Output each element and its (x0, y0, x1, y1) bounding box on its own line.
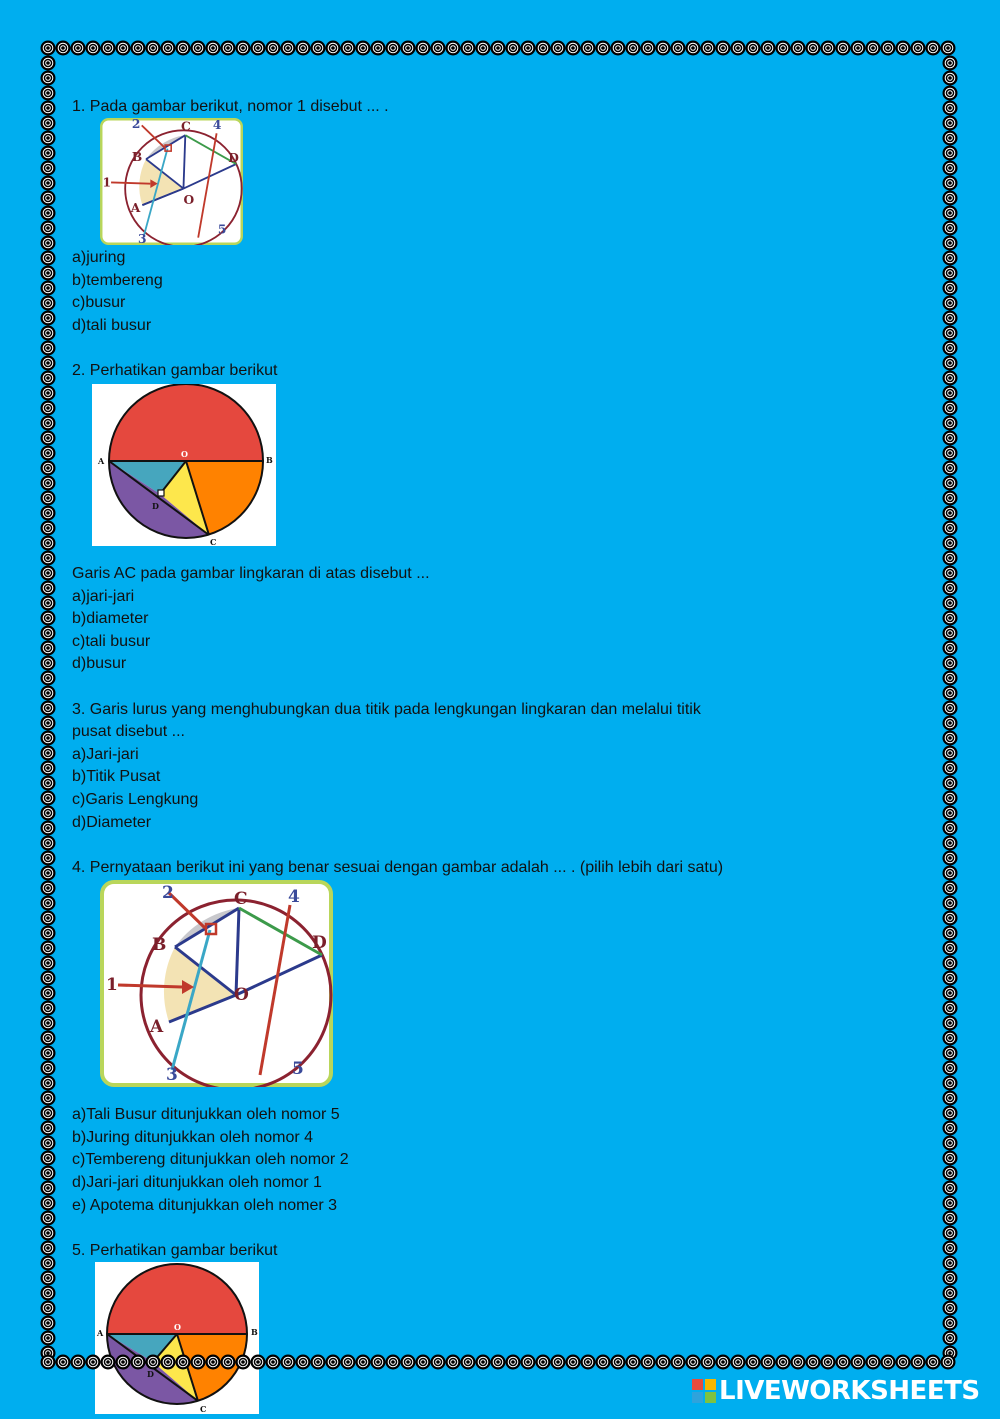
q1-label-O: O (183, 191, 195, 207)
q4-label-2: 2 (162, 883, 174, 903)
q4-option-d[interactable]: d)Jari-jari ditunjukkan oleh nomor 1 (72, 1174, 322, 1191)
q2-question: Garis AC pada gambar lingkaran di atas disebut ... (72, 565, 430, 582)
q5-label-A: A (97, 1328, 104, 1338)
q4-prompt: 4. Pernyataan berikut ini yang benar sesuai dengan gambar adalah ... . (pilih lebih dari satu) (72, 859, 724, 876)
q1-label-2: 2 (131, 118, 141, 131)
q4-label-3: 3 (166, 1065, 178, 1085)
q4-label-5: 5 (292, 1059, 304, 1079)
q5-colored-circle-figure (95, 1262, 259, 1414)
q2-prompt: 2. Perhatikan gambar berikut (72, 362, 278, 379)
q4-label-D: D (312, 933, 327, 953)
q3-option-a[interactable]: a)Jari-jari (72, 746, 139, 763)
q4-option-a[interactable]: a)Tali Busur ditunjukkan oleh nomor 5 (72, 1106, 340, 1123)
q1-option-c[interactable]: c)busur (72, 294, 126, 311)
q1-option-b[interactable]: b)tembereng (72, 272, 163, 289)
q3-prompt-line1: 3. Garis lurus yang menghubungkan dua titik pada lengkungan lingkaran dan melalui titik (72, 701, 701, 718)
q5-label-C: C (200, 1404, 207, 1414)
q3-option-d[interactable]: d)Diameter (72, 814, 152, 831)
q5-label-O: O (174, 1322, 181, 1332)
q2-label-O: O (181, 449, 188, 459)
q2-label-B: B (266, 455, 273, 465)
q3-option-b[interactable]: b)Titik Pusat (72, 768, 161, 785)
q2-label-D: D (152, 501, 159, 511)
q4-option-b[interactable]: b)Juring ditunjukkan oleh nomor 4 (72, 1129, 314, 1146)
q4-circle-figure (100, 880, 333, 1087)
q1-label-3: 3 (138, 231, 147, 245)
q1-label-D: D (228, 150, 239, 166)
q2-colored-circle-figure (92, 384, 276, 546)
q4-label-O: O (234, 985, 249, 1005)
q2-option-c[interactable]: c)tali busur (72, 633, 151, 650)
q1-label-B: B (131, 148, 143, 164)
q1-option-d[interactable]: d)tali busur (72, 317, 152, 334)
q5-label-D: D (147, 1369, 154, 1379)
q1-prompt: 1. Pada gambar berikut, nomor 1 disebut ... . (72, 98, 389, 115)
q1-option-a[interactable]: a)juring (72, 249, 126, 266)
q3-prompt-line2: pusat disebut ... (72, 723, 185, 740)
q1-circle-figure (100, 118, 243, 245)
q1-label-A: A (130, 199, 141, 215)
q4-label-4: 4 (288, 887, 300, 907)
q2-option-a[interactable]: a)jari-jari (72, 588, 135, 605)
brand-text: LIVEWORKSHEETS (719, 1376, 980, 1406)
q4-option-e[interactable]: e) Apotema ditunjukkan oleh nomer 3 (72, 1197, 338, 1214)
q4-label-C: C (234, 889, 248, 909)
q1-label-5: 5 (217, 221, 227, 237)
q4-label-1: 1 (106, 975, 118, 995)
q2-label-C: C (210, 537, 217, 546)
q2-option-d[interactable]: d)busur (72, 655, 127, 672)
q1-label-1: 1 (102, 174, 112, 190)
q2-option-b[interactable]: b)diameter (72, 610, 149, 627)
q1-label-C: C (181, 118, 191, 134)
q4-option-c[interactable]: c)Tembereng ditunjukkan oleh nomor 2 (72, 1151, 349, 1168)
q2-label-A: A (98, 456, 105, 466)
q3-option-c[interactable]: c)Garis Lengkung (72, 791, 199, 808)
q5-prompt: 5. Perhatikan gambar berikut (72, 1242, 278, 1259)
liveworksheets-logo-icon (692, 1379, 716, 1403)
q4-label-A: A (150, 1017, 164, 1037)
q4-label-B: B (152, 935, 167, 955)
q5-label-B: B (251, 1327, 258, 1337)
q1-label-4: 4 (212, 118, 222, 133)
liveworksheets-logo (692, 1376, 980, 1406)
